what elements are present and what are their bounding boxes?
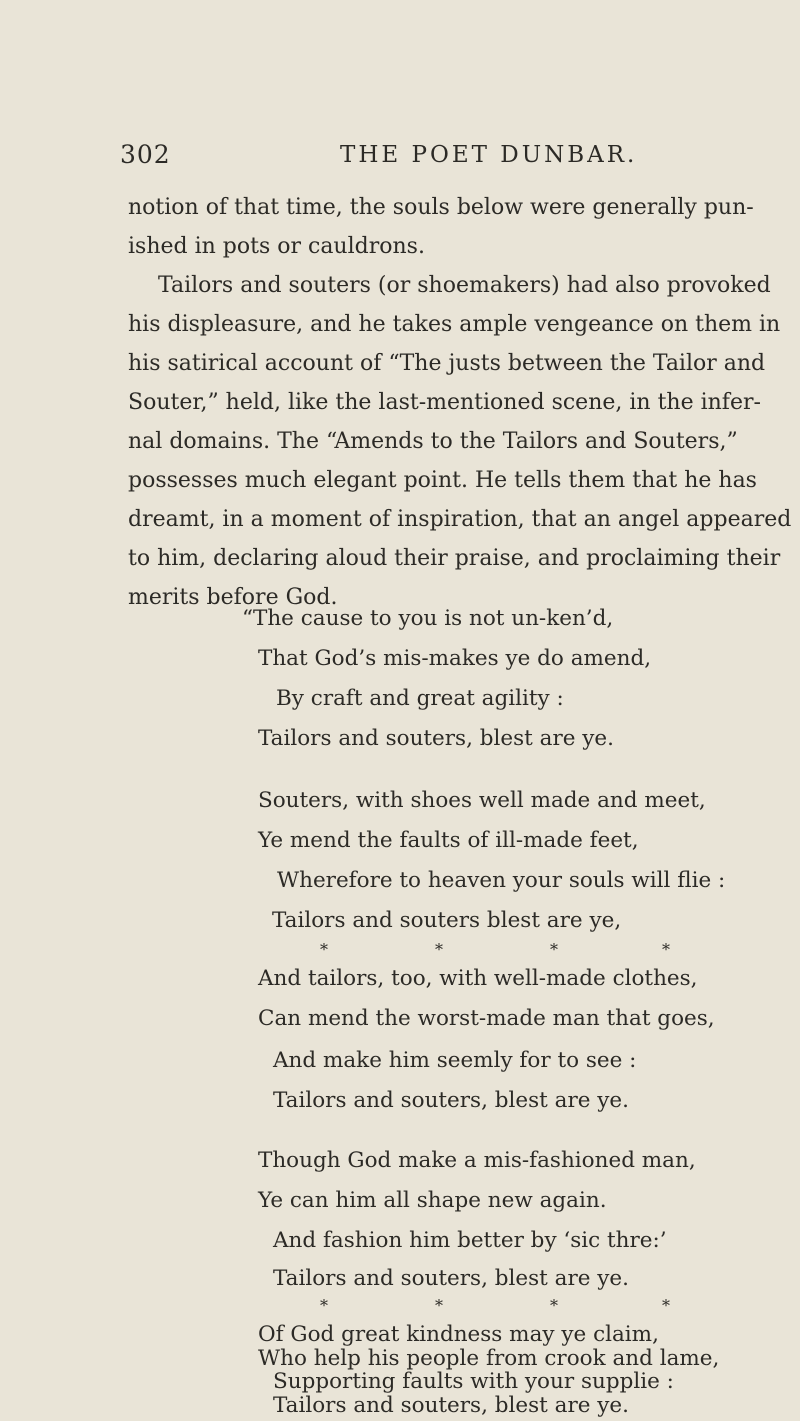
verse-line: Tailors and souters, blest are ye. bbox=[273, 1266, 629, 1291]
prose-paragraph-1 bbox=[128, 188, 768, 266]
asterism: * bbox=[320, 940, 328, 959]
prose-line: merits before God. bbox=[128, 585, 338, 610]
prose-line: possesses much elegant point. He tells them that he has bbox=[128, 468, 757, 493]
verse-line: By craft and great agility : bbox=[276, 686, 564, 711]
verse-line: Can mend the worst-made man that goes, bbox=[258, 1006, 715, 1031]
asterism: * bbox=[435, 940, 443, 959]
prose-line: Souter,” held, like the last-mentioned scene, in the infer- bbox=[128, 390, 761, 415]
running-head: THE POET DUNBAR. bbox=[340, 142, 638, 168]
verse-line: And fashion him better by ‘sic thre:’ bbox=[273, 1228, 667, 1253]
verse-line: Of God great kindness may ye claim, bbox=[258, 1322, 659, 1347]
verse-line: That God’s mis-makes ye do amend, bbox=[258, 646, 652, 671]
asterism: * bbox=[662, 1296, 670, 1315]
asterism: * bbox=[662, 940, 670, 959]
asterism: * bbox=[550, 940, 558, 959]
asterism: * bbox=[550, 1296, 558, 1315]
prose-line: nal domains. The “Amends to the Tailors and Souters,” bbox=[128, 429, 738, 454]
verse-line: “The cause to you is not un-ken’d, bbox=[242, 606, 614, 631]
prose-line: ished in pots or cauldrons. bbox=[128, 234, 425, 259]
prose-paragraph-2 bbox=[128, 266, 792, 617]
verse-line: Tailors and souters, blest are ye. bbox=[273, 1088, 629, 1113]
verse-line: Wherefore to heaven your souls will flie : bbox=[277, 868, 726, 893]
prose-line: his displeasure, and he takes ample vengeance on them in bbox=[128, 312, 781, 337]
verse-line: Tailors and souters, blest are ye. bbox=[273, 1393, 629, 1418]
prose-line: his satirical account of “The justs between the Tailor and bbox=[128, 351, 766, 376]
prose-line: to him, declaring aloud their praise, and proclaiming their bbox=[128, 546, 781, 571]
asterism: * bbox=[320, 1296, 328, 1315]
verse-line: Supporting faults with your supplie : bbox=[273, 1369, 674, 1395]
page-number: 302 bbox=[120, 140, 171, 169]
prose-line: notion of that time, the souls below were generally pun- bbox=[128, 195, 754, 220]
verse-line: Who help his people from crook and lame, bbox=[258, 1345, 720, 1371]
verse-line: Though God make a mis-fashioned man, bbox=[258, 1148, 696, 1173]
verse-line: Souters, with shoes well made and meet, bbox=[258, 788, 706, 813]
verse-line: Tailors and souters blest are ye, bbox=[272, 908, 622, 933]
verse-line: And tailors, too, with well-made clothes, bbox=[258, 966, 698, 991]
verse-line: And make him seemly for to see : bbox=[273, 1048, 637, 1073]
verse-line: Ye mend the faults of ill-made feet, bbox=[258, 828, 639, 853]
prose-line: Tailors and souters (or shoemakers) had also provoked bbox=[158, 273, 771, 298]
prose-line: dreamt, in a moment of inspiration, that an angel appeared bbox=[128, 507, 792, 532]
verse-line: Tailors and souters, blest are ye. bbox=[258, 726, 614, 751]
verse-line: Ye can him all shape new again. bbox=[258, 1188, 607, 1213]
page-header bbox=[120, 140, 760, 180]
asterism: * bbox=[435, 1296, 443, 1315]
